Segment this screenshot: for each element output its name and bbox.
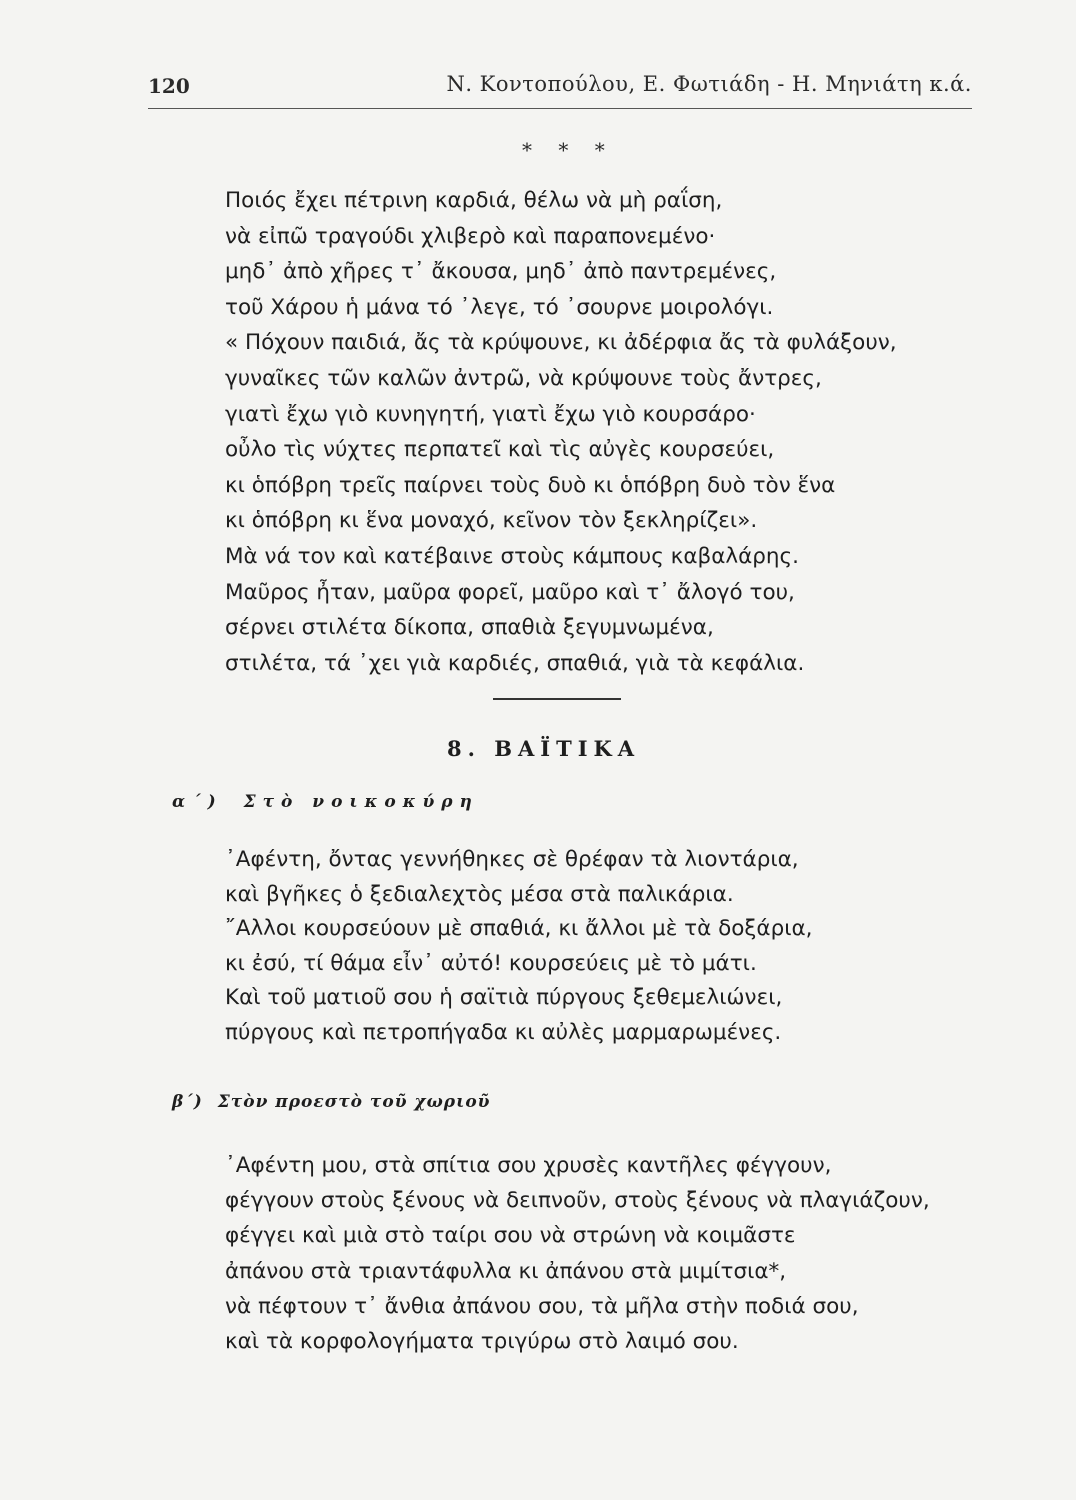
verse-line: καὶ τὰ κορφολογήματα τριγύρω στὸ λαιμό σου. bbox=[225, 1328, 739, 1354]
verse-line: καὶ βγῆκες ὁ ξεδιαλεχτὸς μέσα στὰ παλικάρια. bbox=[225, 881, 734, 907]
section-break-asterisks: * * * bbox=[522, 138, 615, 162]
verse-line: σέρνει στιλέτα δίκοπα, σπαθιὰ ξεγυμνωμένα, bbox=[225, 615, 714, 641]
verse-line: Καὶ τοῦ ματιοῦ σου ἡ σαϊτιὰ πύργους ξεθεμελιώνει, bbox=[225, 985, 783, 1010]
section-divider bbox=[493, 698, 621, 700]
verse-line: κι ὁπόβρη τρεῖς παίρνει τοὺς δυὸ κι ὁπόβρη δυὸ τὸν ἕνα bbox=[225, 472, 836, 498]
poem-to-householder bbox=[225, 843, 813, 1050]
page-header bbox=[148, 70, 972, 106]
verse-line: κι ἐσύ, τί θάμα εἶν᾽ αὐτό! κουρσεύεις μὲ τὸ μάτι. bbox=[225, 950, 757, 976]
poem-moirologi bbox=[225, 183, 897, 681]
verse-line: τοῦ Χάρου ἡ μάνα τό ᾽λεγε, τό ᾽σουρνε μοιρολόγι. bbox=[225, 294, 774, 320]
verse-line: ᾽Αφέντη, ὄντας γεννήθηκες σὲ θρέφαν τὰ λιοντάρια, bbox=[225, 847, 799, 872]
verse-line: στιλέτα, τά ᾽χει γιὰ καρδιές, σπαθιά, γιὰ τὰ κεφάλια. bbox=[225, 650, 805, 676]
verse-line: γυναῖκες τῶν καλῶν ἀντρῶ, νὰ κρύψουνε τοὺς ἄντρες, bbox=[225, 365, 822, 391]
verse-line: « Πόχουν παιδιά, ἄς τὰ κρύψουνε, κι ἀδέρφια ἄς τὰ φυλάξουν, bbox=[225, 330, 897, 356]
subsection-heading-b bbox=[172, 1092, 490, 1112]
verse-line: Μὰ νά τον καὶ κατέβαινε στοὺς κάμπους καβαλάρης. bbox=[225, 543, 800, 569]
verse-line: ῎Αλλοι κουρσεύουν μὲ σπαθιά, κι ἄλλοι μὲ τὰ δοξάρια, bbox=[225, 916, 813, 941]
subsection-marker: β΄) bbox=[172, 1092, 203, 1112]
verse-line: φέγγουν στοὺς ξένους νὰ δειπνοῦν, στοὺς ξένους νὰ πλαγιάζουν, bbox=[225, 1188, 930, 1214]
subsection-title: Στὸ νοικοκύρη bbox=[243, 792, 479, 812]
verse-line: ᾽Αφέντη μου, στὰ σπίτια σου χρυσὲς καντῆλες φέγγουν, bbox=[225, 1153, 832, 1178]
verse-line: Μαῦρος ἦταν, μαῦρα φορεῖ, μαῦρο καὶ τ᾽ ἄλογό του, bbox=[225, 579, 795, 605]
verse-line: νὰ εἰπῶ τραγούδι χλιβερὸ καὶ παραπονεμένο· bbox=[225, 223, 716, 249]
verse-line: νὰ πέφτουν τ᾽ ἄνθια ἀπάνου σου, τὰ μῆλα στὴν ποδιά σου, bbox=[225, 1293, 859, 1319]
poem-to-village-elder bbox=[225, 1148, 930, 1359]
subsection-marker: α΄) bbox=[172, 792, 223, 812]
verse-line: γιατὶ ἔχω γιὸ κυνηγητή, γιατὶ ἔχω γιὸ κουρσάρο· bbox=[225, 401, 756, 427]
subsection-heading-a bbox=[172, 792, 479, 812]
header-rule bbox=[148, 108, 972, 109]
verse-line: πύργους καὶ πετροπήγαδα κι αὐλὲς μαρμαρωμένες. bbox=[225, 1019, 782, 1045]
verse-line: φέγγει καὶ μιὰ στὸ ταίρι σου νὰ στρώνη νὰ κοιμᾶστε bbox=[225, 1223, 796, 1249]
page-number: 120 bbox=[148, 74, 190, 98]
verse-line: οὖλο τὶς νύχτες περπατεῖ καὶ τὶς αὐγὲς κουρσεύει, bbox=[225, 437, 775, 463]
verse-line: ἀπάνου στὰ τριαντάφυλλα κι ἀπάνου στὰ μιμίτσια*, bbox=[225, 1258, 787, 1284]
subsection-title: Στὸν προεστὸ τοῦ χωριοῦ bbox=[217, 1092, 491, 1112]
verse-line: κι ὁπόβρη κι ἕνα μοναχό, κεῖνον τὸν ξεκληρίζει». bbox=[225, 508, 758, 534]
running-head: Ν. Κοντοπούλου, Ε. Φωτιάδη - Η. Μηνιάτη κ.ά. bbox=[446, 72, 972, 96]
verse-line: Ποιός ἔχει πέτρινη καρδιά, θέλω νὰ μὴ ραΐση, bbox=[225, 188, 723, 213]
verse-line: μηδ᾽ ἀπὸ χῆρες τ᾽ ἄκουσα, μηδ᾽ ἀπὸ παντρεμένες, bbox=[225, 259, 777, 285]
section-title: 8. ΒΑΪΤΙΚΑ bbox=[447, 736, 641, 761]
